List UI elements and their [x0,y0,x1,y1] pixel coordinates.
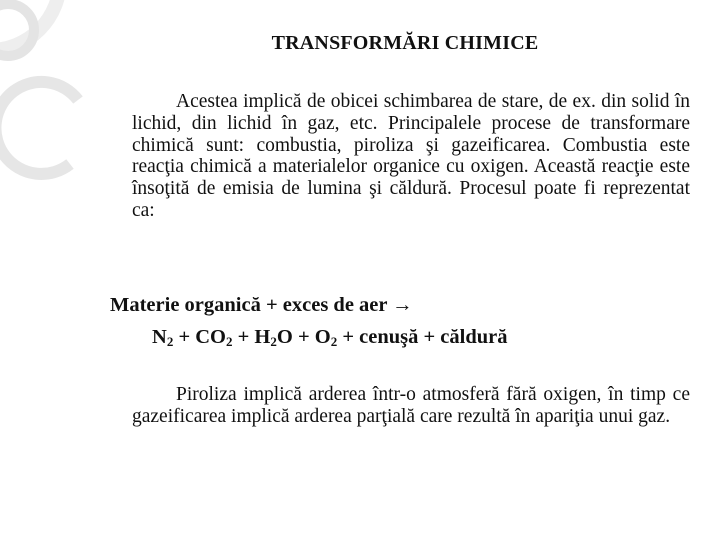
decor-arc [0,82,78,174]
pyrolysis-paragraph: Piroliza implică arderea într-o atmosferă fără oxigen, în timp ce gazeificarea implică arderea parţială care rezultă în apariţia unui gaz. [132,384,690,427]
equation-line-2: $N_2 + CO_2 + H_2O + O_2$ + cenuşă + căldură [152,326,508,349]
decorative-circles [0,0,140,200]
equation-line-1: Materie organică + exces de aer → [110,294,413,316]
slide-title: TRANSFORMĂRI CHIMICE [271,32,539,54]
intro-paragraph: Acestea implică de obicei schimbarea de stare, de ex. din solid în lichid, din lichid în gaz, etc. Principalele procese de transformare chimică sunt: combustia, piroliza şi gazeificarea. Combustia este reacţia chimică a materialelor organice cu oxigen. Această reacţie este însoţită de emisia de lumina şi căldură. Procesul poate fi reprezentat ca: [132,91,690,221]
